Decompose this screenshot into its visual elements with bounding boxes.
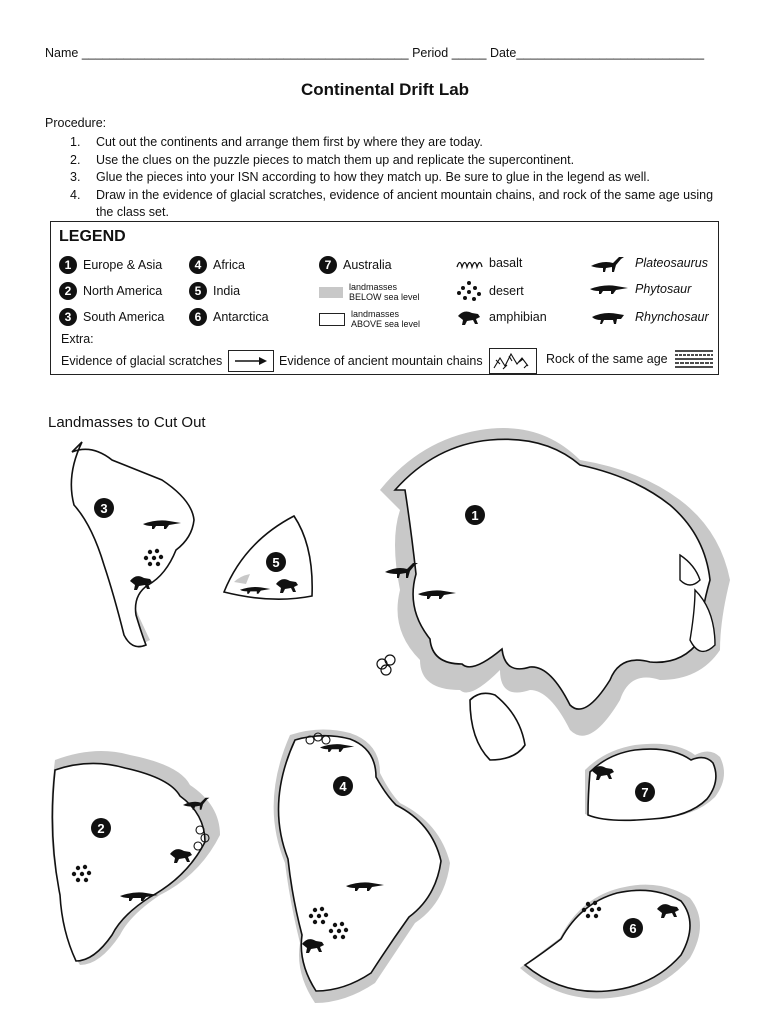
step-text: Cut out the continents and arrange them first by where they are today. xyxy=(96,135,483,149)
africa-land xyxy=(279,736,441,991)
step-number: 4. xyxy=(70,187,81,202)
number-badge: 5 xyxy=(189,282,207,300)
arabia-land xyxy=(470,693,525,760)
legend-title: LEGEND xyxy=(59,228,126,245)
africa-piece[interactable] xyxy=(274,729,450,1003)
step-number: 2. xyxy=(70,152,81,167)
period-blank[interactable]: _____ xyxy=(451,46,487,60)
legend-label: Europe & Asia xyxy=(83,258,163,272)
number-badge: 2 xyxy=(59,282,77,300)
label-1: 1 xyxy=(471,508,479,523)
legend-label: amphibian xyxy=(489,310,547,324)
basalt-icon xyxy=(377,655,395,675)
legend-label: desert xyxy=(489,284,524,298)
step-number: 1. xyxy=(70,135,81,149)
australia-piece[interactable] xyxy=(585,744,724,821)
legend-label: Rock of the same age xyxy=(546,352,668,366)
legend-label: Africa xyxy=(213,258,245,272)
legend-label: North America xyxy=(83,284,163,298)
south-america-land xyxy=(71,442,194,647)
name-label: Name xyxy=(45,46,79,60)
step-text: Draw in the evidence of glacial scratches, evidence of ancient mountain chains, and rock of the same age using the class set. xyxy=(96,187,714,219)
eurasia-piece[interactable] xyxy=(377,428,730,760)
label-3: 3 xyxy=(100,501,108,516)
date-label: Date xyxy=(489,46,517,60)
north-america-piece[interactable] xyxy=(51,751,220,965)
period-label: Period xyxy=(412,46,449,60)
procedure-label: Procedure: xyxy=(45,116,107,130)
legend-label: Rhynchosaur xyxy=(635,310,709,324)
legend-label: Australia xyxy=(343,258,392,272)
label-4: 4 xyxy=(339,779,347,794)
number-badge: 3 xyxy=(59,308,77,326)
antarctica-piece[interactable] xyxy=(520,885,700,999)
legend-label: Phytosaur xyxy=(635,282,692,296)
label-6: 6 xyxy=(629,921,637,936)
number-badge: 6 xyxy=(189,308,207,326)
number-badge: 1 xyxy=(59,256,77,274)
label-7: 7 xyxy=(641,785,649,800)
legend-label: India xyxy=(213,284,241,298)
cutout-heading: Landmasses to Cut Out xyxy=(48,414,206,431)
legend-label: basalt xyxy=(489,256,523,270)
legend-label: South America xyxy=(83,310,165,324)
step-number: 3. xyxy=(70,170,81,184)
step-text: Use the clues on the puzzle pieces to match them up and replicate the supercontinent. xyxy=(96,152,575,167)
page-title: Continental Drift Lab xyxy=(300,80,470,99)
legend-label: Evidence of ancient mountain chains xyxy=(279,354,483,368)
name-blank[interactable]: _______________________________________________ xyxy=(81,46,409,60)
date-blank[interactable]: ___________________________ xyxy=(516,46,705,60)
legend-label: Evidence of glacial scratches xyxy=(61,354,223,368)
label-5: 5 xyxy=(272,555,280,570)
number-badge: 7 xyxy=(319,256,337,274)
legend-label: Antarctica xyxy=(213,310,269,324)
legend-label: Extra: xyxy=(61,332,94,346)
label-2: 2 xyxy=(97,821,105,836)
legend-label: landmasses ABOVE sea level xyxy=(351,309,421,329)
legend-label: Plateosaurus xyxy=(635,256,708,270)
step-text: Glue the pieces into your ISN according to how they match up. Be sure to glue in the legend as well. xyxy=(96,170,650,184)
legend-label: landmasses BELOW sea level xyxy=(349,282,420,302)
number-badge: 4 xyxy=(189,256,207,274)
south-america-piece[interactable] xyxy=(71,442,194,647)
